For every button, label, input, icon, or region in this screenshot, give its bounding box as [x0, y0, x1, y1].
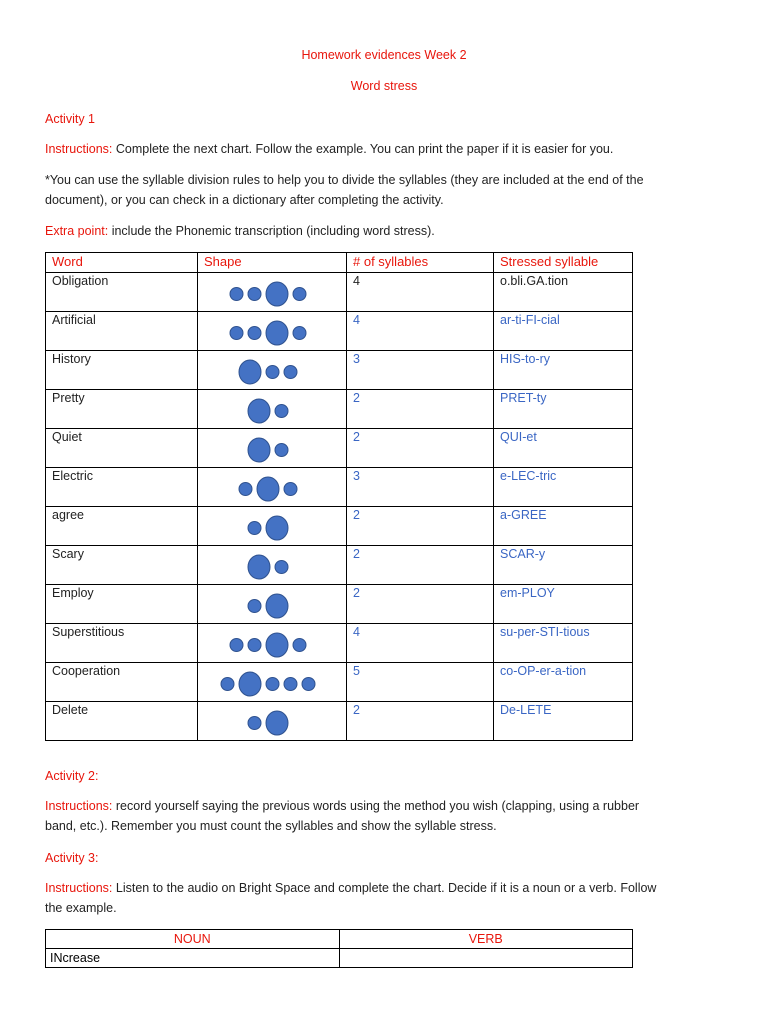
table-header-row [46, 253, 633, 273]
syllable-count-cell: 2 [347, 390, 494, 429]
stressed-syllable-dot [248, 399, 270, 423]
syllable-dot [275, 444, 288, 457]
header-word: Word [46, 253, 198, 273]
stressed-syllable-dot [239, 360, 261, 384]
syllable-count-cell: 5 [347, 663, 494, 702]
word-cell: Delete [46, 702, 198, 741]
instructions-label: Instructions: [45, 142, 113, 156]
activity3-instructions [45, 878, 725, 918]
header-stressed: Stressed syllable [494, 253, 633, 273]
stressed-syllable-dot [257, 477, 279, 501]
syllable-dot [284, 678, 297, 691]
noun-verb-header-row [46, 930, 633, 949]
extra-point-label: Extra point: [45, 224, 109, 238]
syllable-count-cell: 4 [347, 312, 494, 351]
header-noun: NOUN [46, 930, 340, 949]
verb-cell[interactable] [339, 949, 633, 968]
instructions-text: Listen to the audio on Bright Space and complete the chart. Decide if it is a noun or a verb. Follow [112, 881, 657, 895]
syllable-dot [284, 366, 297, 379]
syllable-dot [302, 678, 315, 691]
activity1-extra-point [45, 221, 725, 241]
syllable-count-cell: 4 [347, 273, 494, 312]
doc-subtitle: Word stress [350, 79, 418, 93]
syllable-dot [248, 717, 261, 730]
word-cell: agree [46, 507, 198, 546]
syllable-dot [248, 288, 261, 301]
syllable-dot [248, 522, 261, 535]
table-row [46, 273, 633, 312]
word-cell: Scary [46, 546, 198, 585]
syllable-shape [198, 585, 346, 623]
noun-cell[interactable]: INcrease [46, 949, 340, 968]
syllable-dot [293, 639, 306, 652]
stressed-syllable-cell: QUI-et [494, 429, 633, 468]
stressed-syllable-cell: a-GREE [494, 507, 633, 546]
word-cell: Obligation [46, 273, 198, 312]
shape-cell [198, 585, 347, 624]
header-verb: VERB [339, 930, 633, 949]
table-row [46, 546, 633, 585]
activity1-heading: Activity 1 [45, 112, 96, 126]
activity1-instructions [45, 139, 725, 159]
syllable-count-cell: 2 [347, 585, 494, 624]
header-shape: Shape [198, 253, 347, 273]
shape-cell [198, 468, 347, 507]
stressed-syllable-dot [248, 438, 270, 462]
stressed-syllable-cell: ar-ti-FI-cial [494, 312, 633, 351]
stressed-syllable-dot [248, 555, 270, 579]
shape-cell [198, 390, 347, 429]
stressed-syllable-dot [266, 633, 288, 657]
stressed-syllable-dot [266, 282, 288, 306]
stressed-syllable-cell: HIS-to-ry [494, 351, 633, 390]
word-cell: Quiet [46, 429, 198, 468]
stressed-syllable-dot [239, 672, 261, 696]
instructions-label: Instructions: [45, 881, 113, 895]
instructions-text: Complete the next chart. Follow the example. You can print the paper if it is easier for you. [112, 142, 614, 156]
instructions-text: record yourself saying the previous words using the method you wish (clapping, using a rubber [112, 799, 640, 813]
syllable-dot [230, 288, 243, 301]
extra-point-text: include the Phonemic transcription (including word stress). [108, 224, 435, 238]
stressed-syllable-cell: PRET-ty [494, 390, 633, 429]
syllable-shape [198, 546, 346, 584]
table-row [46, 585, 633, 624]
syllable-shape [198, 624, 346, 662]
stressed-syllable-dot [266, 321, 288, 345]
syllable-shape [198, 273, 346, 311]
stressed-syllable-cell: SCAR-y [494, 546, 633, 585]
word-cell: Electric [46, 468, 198, 507]
word-stress-table [45, 252, 633, 741]
syllable-shape [198, 507, 346, 545]
syllable-shape [198, 468, 346, 506]
syllable-count-cell: 2 [347, 429, 494, 468]
word-cell: Artificial [46, 312, 198, 351]
syllable-shape [198, 702, 346, 740]
doc-title: Homework evidences Week 2 [301, 48, 467, 62]
instructions-line-2: the example. [45, 901, 117, 915]
stressed-syllable-dot [266, 516, 288, 540]
shape-cell [198, 702, 347, 741]
stressed-syllable-cell: o.bli.GA.tion [494, 273, 633, 312]
noun-verb-table [45, 929, 633, 968]
note-line-1: *You can use the syllable division rules to help you to divide the syllables (they are included at the end of the [45, 173, 644, 187]
syllable-count-cell: 2 [347, 702, 494, 741]
shape-cell [198, 663, 347, 702]
header-syllables: # of syllables [347, 253, 494, 273]
table-row [46, 663, 633, 702]
shape-cell [198, 351, 347, 390]
syllable-dot [248, 327, 261, 340]
table-row [46, 429, 633, 468]
table-row [46, 351, 633, 390]
table-row [46, 312, 633, 351]
table-row [46, 624, 633, 663]
note-line-2: document), or you can check in a dictionary after completing the activity. [45, 193, 444, 207]
word-cell: Employ [46, 585, 198, 624]
activity2-heading: Activity 2: [45, 769, 99, 783]
activity1-note [45, 170, 725, 210]
shape-cell [198, 507, 347, 546]
syllable-dot [284, 483, 297, 496]
syllable-shape [198, 312, 346, 350]
syllable-count-cell: 2 [347, 507, 494, 546]
syllable-count-cell: 3 [347, 351, 494, 390]
syllable-dot [221, 678, 234, 691]
stressed-syllable-cell: e-LEC-tric [494, 468, 633, 507]
table-row [46, 390, 633, 429]
stressed-syllable-cell: su-per-STI-tious [494, 624, 633, 663]
syllable-dot [230, 639, 243, 652]
syllable-dot [275, 405, 288, 418]
table-row [46, 507, 633, 546]
syllable-shape [198, 663, 346, 701]
syllable-shape [198, 351, 346, 389]
syllable-dot [293, 327, 306, 340]
syllable-dot [293, 288, 306, 301]
stressed-syllable-cell: em-PLOY [494, 585, 633, 624]
syllable-dot [239, 483, 252, 496]
table-row [46, 702, 633, 741]
syllable-dot [266, 678, 279, 691]
shape-cell [198, 312, 347, 351]
activity2-instructions [45, 796, 725, 836]
syllable-dot [275, 561, 288, 574]
instructions-label: Instructions: [45, 799, 113, 813]
shape-cell [198, 546, 347, 585]
word-cell: Pretty [46, 390, 198, 429]
stressed-syllable-cell: co-OP-er-a-tion [494, 663, 633, 702]
shape-cell [198, 273, 347, 312]
activity3-heading: Activity 3: [45, 851, 99, 865]
word-cell: Cooperation [46, 663, 198, 702]
syllable-dot [248, 639, 261, 652]
instructions-line-2: band, etc.). Remember you must count the syllables and show the syllable stress. [45, 819, 497, 833]
syllable-shape [198, 429, 346, 467]
stressed-syllable-cell: De-LETE [494, 702, 633, 741]
word-cell: History [46, 351, 198, 390]
word-cell: Superstitious [46, 624, 198, 663]
syllable-count-cell: 4 [347, 624, 494, 663]
syllable-count-cell: 2 [347, 546, 494, 585]
syllable-shape [198, 390, 346, 428]
syllable-dot [230, 327, 243, 340]
stressed-syllable-dot [266, 711, 288, 735]
shape-cell [198, 429, 347, 468]
syllable-count-cell: 3 [347, 468, 494, 507]
stressed-syllable-dot [266, 594, 288, 618]
table-row [46, 468, 633, 507]
syllable-dot [266, 366, 279, 379]
table-row [46, 949, 633, 968]
shape-cell [198, 624, 347, 663]
syllable-dot [248, 600, 261, 613]
